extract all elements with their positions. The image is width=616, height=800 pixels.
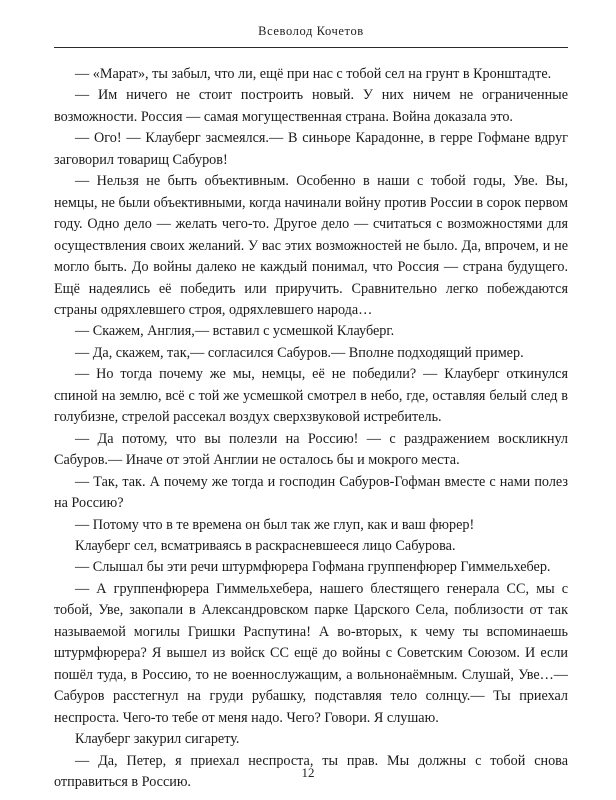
- paragraph: — Слышал бы эти речи штурмфюрера Гофмана группенфюрер Гиммельхебер.: [75, 559, 551, 576]
- paragraph: — А группенфюрера Гиммельхебера, нашего блестящего генерала СС, мы с тобой, Уве, закопали в Александровском парке Царского Села, поблизости от так называемой могилы Гришки Распутина! А во-вторых, к чему ты вспоминаешь штурмфюрера? Я вышел из войск СС ещё до войны с Советским Союзом. И если пошёл туда, в Россию, то не военнослужащим, а вольнонаёмным. Слушай, Уве…— Сабуров расстегнул на груди рубашку, подставляя тело солнцу.— Ты приехал неспроста. Чего-то тебе от меня надо. Чего? Говори. Я слушаю.: [54, 580, 568, 726]
- paragraph: — Нельзя не быть объективным. Особенно в наши с тобой годы, Уве. Вы, немцы, не были объективными, когда начинали войну против России в сорок первом году. Одно дело — желать чего-то. Другое дело — считаться с возможностями для осуществления своих желаний. У вас этих возможностей не было. Да, впрочем, и не могло быть. До войны далеко не каждый понимал, что Россия — страна будущего. Ещё надеялись её победить или приручить. Сравнительно легко побеждаются страны одряхлевшего строя, одряхлевшего народа…: [54, 173, 568, 318]
- paragraph: — Да, скажем, так,— согласился Сабуров.— Вполне подходящий пример.: [75, 344, 524, 361]
- paragraph: — Скажем, Англия,— вставил с усмешкой Клауберг.: [75, 323, 395, 340]
- paragraph: — Потому что в те времена он был так же глуп, как и ваш фюрер!: [75, 516, 475, 533]
- paragraph: — Да потому, что вы полезли на Россию! — с раздражением воскликнул Сабуров.— Иначе от этой Англии не осталось бы и мокрого места.: [54, 430, 568, 469]
- paragraph: Клауберг закурил сигарету.: [75, 731, 240, 748]
- paragraph: — «Марат», ты забыл, что ли, ещё при нас с тобой сел на грунт в Кронштадте.: [75, 66, 552, 82]
- paragraph: — Но тогда почему же мы, немцы, её не победили? — Клауберг откинулся спиной на землю, всё с той же усмешкой смотрел в небо, где, оставляя белый след в голубизне, стрелой рассекал воздух сверхзвуковой истребитель.: [54, 366, 568, 426]
- page-number: 12: [301, 765, 315, 780]
- paragraph: — Да, Петер, я приехал неспроста, ты прав. Мы должны с тобой снова отправиться в Россию.: [54, 752, 568, 790]
- running-title: Всеволод Кочетов: [258, 24, 364, 38]
- paragraph: — Им ничего не стоит построить новый. У них ничем не ограниченные возможности. Россия — самая могущественная страна. Война доказала это.: [54, 87, 568, 125]
- paragraph: — Ого! — Клауберг засмеялся.— В синьоре Карадонне, в герре Гофмане вдруг заговорил товарищ Сабуров!: [54, 130, 568, 168]
- paragraph: — Так, так. А почему же тогда и господин Сабуров-Гофман вместе с нами полез на Россию?: [54, 473, 568, 512]
- paragraph: Клауберг сел, всматриваясь в раскрасневшееся лицо Сабурова.: [75, 537, 456, 554]
- running-header: [54, 0, 568, 48]
- text-body: [54, 64, 568, 793]
